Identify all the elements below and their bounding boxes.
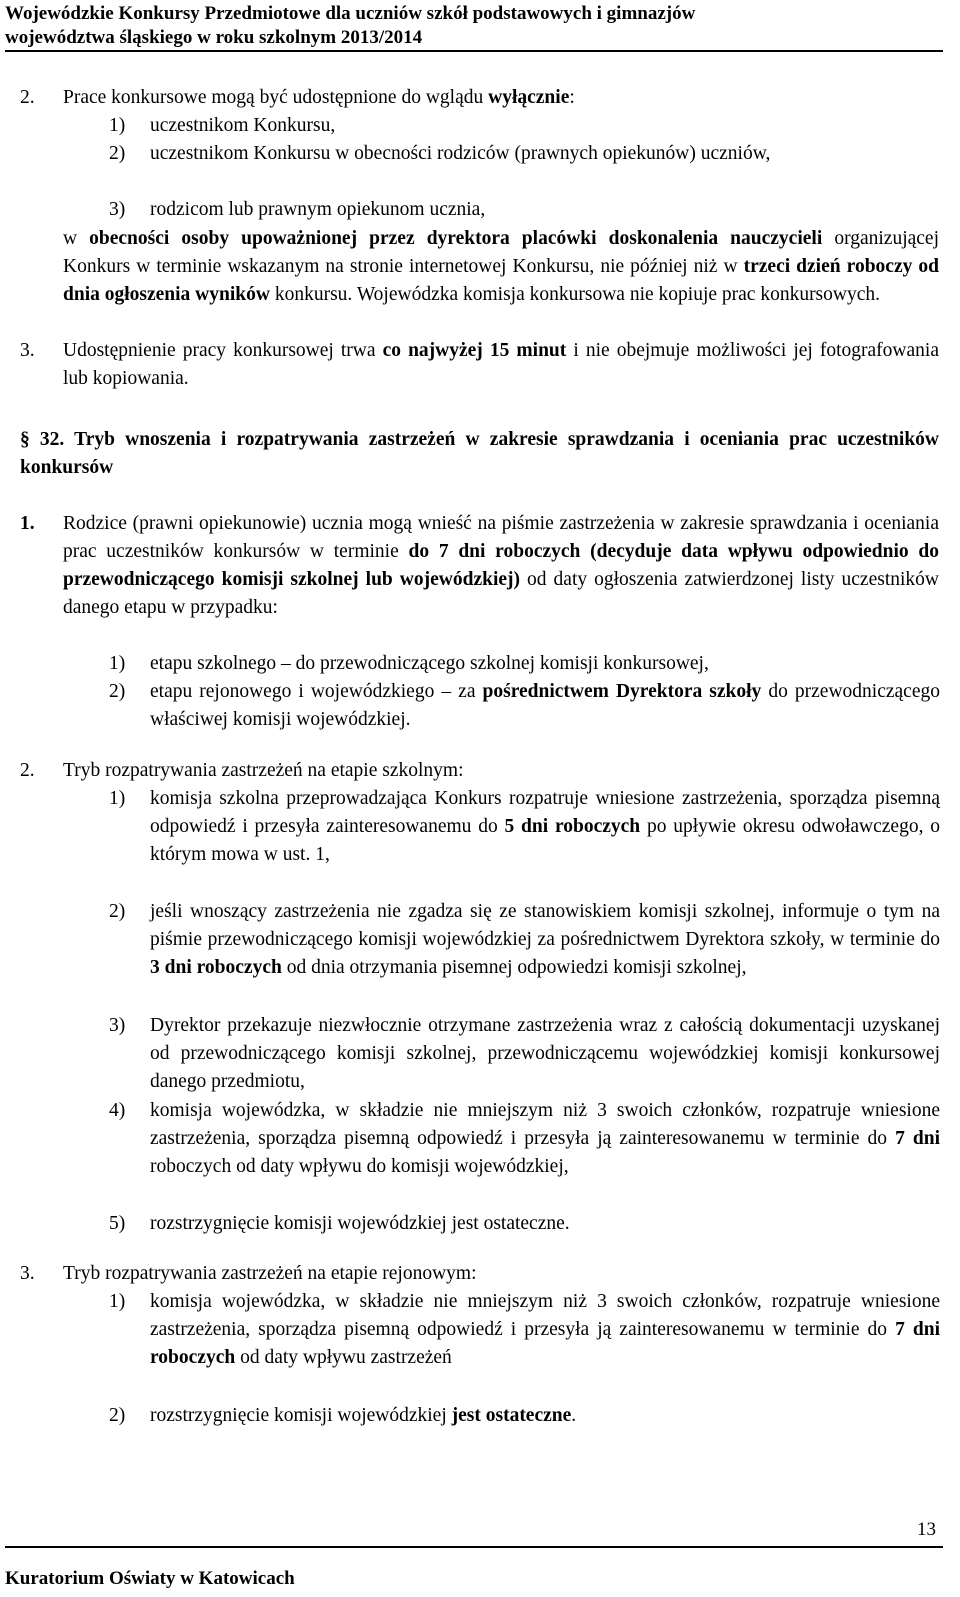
list-number: 1)	[109, 1291, 126, 1312]
bold-run: 5 dni roboczych	[504, 816, 641, 837]
bold-run: 3 dni roboczych	[150, 957, 282, 978]
bold-run: trzeci dzień roboczy od dnia ogłoszenia wyników	[63, 256, 939, 305]
text-run: komisja wojewódzka, w składzie nie mniejszym niż 3 swoich członków, rozpatruje wniesione zastrzeżenia, sporządza pisemną odpowiedź i przesyła ją zainteresowanemu w terminie do	[150, 1100, 940, 1149]
bold-run: obecności osoby upoważnionej przez dyrektora placówki doskonalenia nauczycieli	[89, 228, 823, 249]
text-run: jeśli wnoszący zastrzeżenia nie zgadza się ze stanowiskiem komisji szkolnej, informuje o tym na piśmie przewodniczącego komisji wojewódzkiej za pośrednictwem Dyrektora szkoły, w terminie do	[150, 901, 940, 950]
text-run: etapu rejonowego i wojewódzkiego – za	[150, 681, 483, 702]
list-number: 3)	[109, 199, 126, 220]
list-number: 2)	[109, 143, 126, 164]
text-run: Prace konkursowe mogą być udostępnione do wglądu	[63, 87, 489, 108]
header-line-2: województwa śląskiego w roku szkolnym 2013/2014	[5, 27, 423, 48]
list-item	[150, 785, 940, 869]
bold-run: 7 dni roboczych	[150, 1319, 940, 1368]
list-number: 3)	[109, 1015, 126, 1036]
school-stage-heading: Tryb rozpatrywania zastrzeżeń na etapie szkolnym:	[63, 760, 464, 781]
paragraph-number: 1.	[20, 513, 35, 534]
text-run: rozstrzygnięcie komisji wojewódzkiej jest ostateczne.	[150, 1213, 570, 1234]
bold-run: wyłącznie	[488, 87, 570, 108]
list-number: 1)	[109, 788, 126, 809]
list-item	[150, 898, 940, 982]
footer-divider	[5, 1546, 943, 1548]
list-item	[150, 678, 940, 734]
list-item	[150, 650, 940, 678]
list-item: uczestnikom Konkursu,	[150, 115, 336, 136]
text-run: od dnia otrzymania pisemnej odpowiedzi komisji szkolnej,	[281, 957, 747, 978]
section-title: § 32. Tryb wnoszenia i rozpatrywania zastrzeżeń w zakresie sprawdzania i oceniania prac uczestników konkursów	[20, 429, 939, 478]
text-run: :	[569, 87, 575, 108]
bold-run: pośrednictwem Dyrektora szkoły	[482, 681, 762, 702]
list-item: rodzicom lub prawnym opiekunom ucznia,	[150, 199, 486, 220]
list-item	[150, 1097, 940, 1181]
footer-organization: Kuratorium Oświaty w Katowicach	[5, 1568, 295, 1589]
text-run: i nie obejmuje możliwości jej fotografowania lub kopiowania.	[63, 340, 939, 389]
page-number: 13	[917, 1519, 936, 1540]
list-number: 2)	[109, 901, 126, 922]
text-run: Rodzice (prawni opiekunowie) ucznia mogą wnieść na piśmie zastrzeżenia w zakresie sprawdzania i oceniania prac uczestników konkursów w terminie	[63, 513, 939, 562]
text-run: w	[63, 228, 90, 249]
header-divider	[5, 50, 943, 52]
paragraph-2-text	[63, 84, 939, 112]
text-run: .	[571, 1405, 577, 1426]
list-item	[150, 1288, 940, 1372]
objection-paragraph	[63, 510, 939, 622]
text-run: do przewodniczącego właściwej komisji wojewódzkiej.	[150, 681, 940, 730]
text-run: komisja wojewódzka, w składzie nie mniejszym niż 3 swoich członków, rozpatruje wniesione zastrzeżenia, sporządza pisemną odpowiedź i przesyła ją zainteresowanemu w terminie do	[150, 1291, 940, 1340]
text-run: po upływie okresu odwoławczego, o którym mowa w ust. 1,	[150, 816, 940, 865]
text-run: organizującej Konkurs w terminie wskazanym na stronie internetowej Konkursu, nie później niż w	[63, 228, 939, 277]
list-item	[150, 1012, 940, 1096]
list-number: 1)	[109, 653, 126, 674]
document-header	[5, 2, 943, 50]
regional-stage-heading: Tryb rozpatrywania zastrzeżeń na etapie rejonowym:	[63, 1263, 477, 1284]
bold-run: 7 dni	[895, 1128, 940, 1149]
paragraph-number: 2.	[20, 760, 35, 781]
text-run: konkursu. Wojewódzka komisja konkursowa nie kopiuje prac konkursowych.	[269, 284, 881, 305]
access-paragraph	[63, 225, 939, 309]
list-number: 4)	[109, 1100, 126, 1121]
list-number: 1)	[109, 115, 126, 136]
bold-run: do 7 dni roboczych (decyduje data wpływu odpowiednio do przewodniczącego komisji szkolnej lub wojewódzkiej)	[63, 541, 940, 590]
text-run: Dyrektor przekazuje niezwłocznie otrzymane zastrzeżenia wraz z całością dokumentacji uzyskanej od przewodniczącego komisji szkolnej, przewodniczącemu wojewódzkiej komisji konkursowej danego przedmiotu,	[150, 1015, 940, 1092]
text-run: od daty wpływu zastrzeżeń	[235, 1347, 452, 1368]
text-run: komisja szkolna przeprowadzająca Konkurs rozpatruje wniesione zastrzeżenia, sporządza pisemną odpowiedź i przesyła zainteresowanemu do	[150, 788, 940, 837]
list-number: 5)	[109, 1213, 126, 1234]
text-run: Udostępnienie pracy konkursowej trwa	[63, 340, 383, 361]
list-number: 2)	[109, 681, 126, 702]
list-number: 2)	[109, 1405, 126, 1426]
list-item	[150, 1210, 940, 1238]
bold-run: jest ostateczne	[451, 1405, 572, 1426]
paragraph-number: 3.	[20, 340, 35, 361]
list-item: uczestnikom Konkursu w obecności rodziców (prawnych opiekunów) uczniów,	[150, 143, 771, 164]
paragraph-3-text	[63, 337, 939, 393]
paragraph-number: 3.	[20, 1263, 35, 1284]
bold-run: co najwyżej 15 minut	[382, 340, 567, 361]
paragraph-number: 2.	[20, 87, 35, 108]
header-line-1: Wojewódzkie Konkursy Przedmiotowe dla uczniów szkół podstawowych i gimnazjów	[5, 3, 696, 24]
text-run: od daty ogłoszenia zatwierdzonej listy uczestników danego etapu w przypadku:	[63, 569, 939, 618]
text-run: rozstrzygnięcie komisji wojewódzkiej	[150, 1405, 452, 1426]
text-run: roboczych od daty wpływu do komisji wojewódzkiej,	[150, 1156, 569, 1177]
text-run: etapu szkolnego – do przewodniczącego szkolnej komisji konkursowej,	[150, 653, 709, 674]
list-item	[150, 1402, 940, 1430]
